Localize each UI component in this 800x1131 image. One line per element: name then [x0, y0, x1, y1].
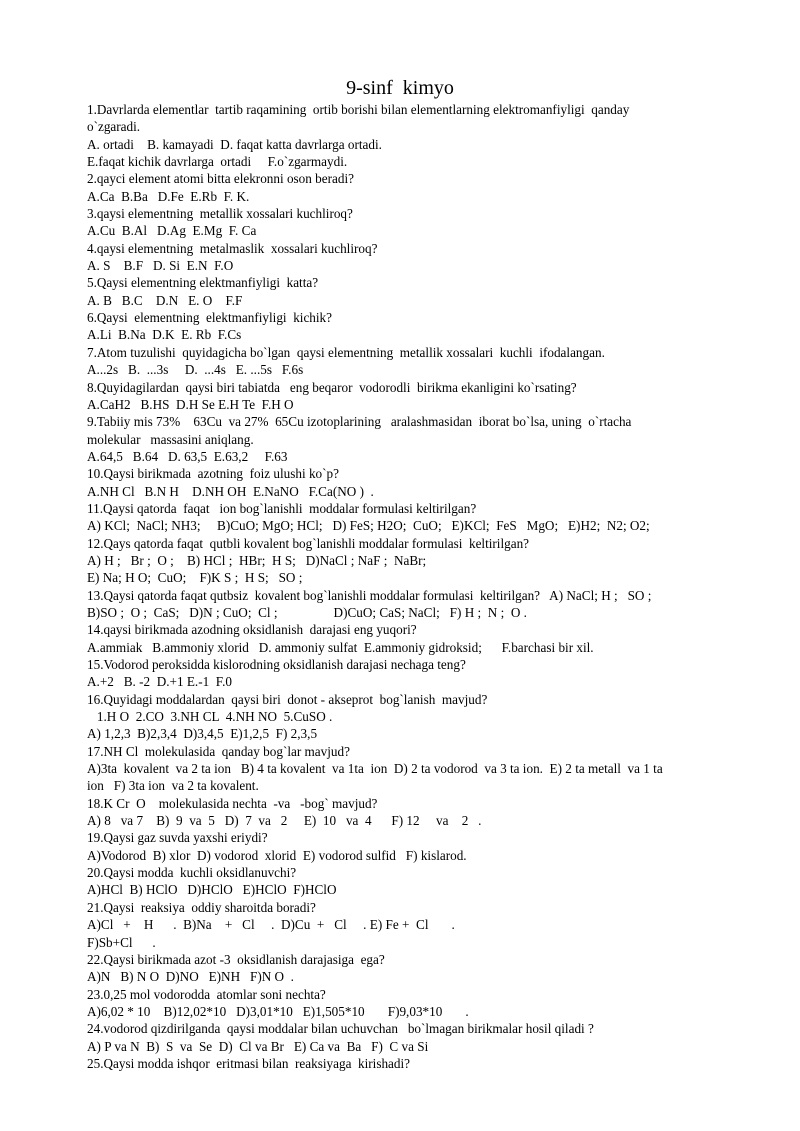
text-line: 3.qaysi elementning metallik xossalari kuchliroq?	[87, 206, 353, 222]
text-line: E.faqat kichik davrlarga ortadi F.o`zgarmaydi.	[87, 154, 348, 170]
text-line: A.ammiak B.ammoniy xlorid D. ammoniy sulfat E.ammoniy gidroksid; F.barchasi bir xil.	[87, 639, 594, 655]
text-line: A...2s B. ...3s D. ...4s E. ...5s F.6s	[87, 362, 304, 378]
text-line: 13.Qaysi qatorda faqat qutbsiz kovalent bog`lanishli moddalar formulasi keltirilgan? A) NaCl; H ; SO ;	[87, 587, 652, 603]
text-line: A)6,02 * 10 B)12,02*10 D)3,01*10 E)1,505*10 F)9,03*10 .	[87, 1003, 469, 1019]
text-line: 24.vodorod qizdirilganda qaysi moddalar bilan uchuvchan bo`lmagan birikmalar hosil qiladi ?	[87, 1021, 594, 1037]
text-line: A)HCl B) HClO D)HClO E)HClO F)HClO	[87, 882, 337, 898]
text-line: 9.Tabiiy mis 73% 63Cu va 27% 65Cu izotoplarining aralashmasidan iborat bo`lsa, uning o`rtacha	[87, 414, 632, 430]
text-line: A)Cl + H . B)Na + Cl . D)Cu + Cl . E) Fe + Cl .	[87, 917, 455, 933]
text-line: A.NH Cl B.N H D.NH OH E.NaNO F.Ca(NO ) .	[87, 483, 374, 499]
text-line: A. S B.F D. Si E.N F.O	[87, 258, 234, 274]
page-title: 9-sinf kimyo	[346, 77, 454, 99]
text-line: 22.Qaysi birikmada azot -3 oksidlanish darajasiga ega?	[87, 951, 385, 967]
text-line: 10.Qaysi birikmada azotning foiz ulushi ko`p?	[87, 466, 339, 482]
text-line: A. B B.C D.N E. O F.F	[87, 292, 243, 308]
text-line: A)3ta kovalent va 2 ta ion B) 4 ta kovalent va 1ta ion D) 2 ta vodorod va 3 ta ion. E) 2 ta metall va 1 ta	[87, 761, 663, 777]
text-line: ion F) 3ta ion va 2 ta kovalent.	[87, 778, 259, 794]
text-line: 17.NH Cl molekulasida qanday bog`lar mavjud?	[87, 743, 350, 759]
text-line: 1.Davrlarda elementlar tartib raqamining ortib borishi bilan elementlarning elektromanfiyligi qanday	[87, 102, 630, 117]
text-line: 6.Qaysi elementning elektmanfiyligi kichik?	[87, 310, 333, 326]
text-line: o`zgaradi.	[87, 119, 141, 135]
text-line: 14.qaysi birikmada azodning oksidlanish darajasi eng yuqori?	[87, 622, 417, 638]
text-line: 1.H O 2.CO 3.NH CL 4.NH NO 5.CuSO .	[87, 709, 333, 725]
text-line: B)SO ; O ; CaS; D)N ; CuO; Cl ; D)CuO; CaS; NaCl; F) H ; N ; O .	[87, 604, 527, 620]
text-line: 7.Atom tuzulishi quyidagicha bo`lgan qaysi elementning metallik xossalari kuchli ifodalangan.	[87, 344, 605, 360]
text-line: A) KCl; NaCl; NH3; B)CuO; MgO; HCl; D) FeS; H2O; CuO; E)KCl; FeS MgO; E)H2; N2; O2;	[87, 518, 650, 534]
text-line: A) H ; Br ; O ; B) HCl ; HBr; H S; D)NaCl ; NaF ; NaBr;	[87, 552, 427, 568]
text-line: 21.Qaysi reaksiya oddiy sharoitda boradi?	[87, 899, 316, 915]
text-line: 25.Qaysi modda ishqor eritmasi bilan reaksiyaga kirishadi?	[87, 1055, 411, 1071]
text-line: A) P va N B) S va Se D) Cl va Br E) Ca va Ba F) C va Si	[87, 1038, 429, 1054]
text-line: F)Sb+Cl .	[87, 934, 156, 950]
text-line: 2.qayci element atomi bitta elekronni oson beradi?	[87, 171, 354, 187]
text-line: 16.Quyidagi moddalardan qaysi biri donot - akseprot bog`lanish mavjud?	[87, 691, 488, 707]
text-line: 23.0,25 mol vodorodda atomlar soni nechta?	[87, 986, 326, 1002]
text-line: 4.qaysi elementning metalmaslik xossalari kuchliroq?	[87, 240, 378, 256]
document-body	[87, 101, 747, 1072]
text-line: 5.Qaysi elementning elektmanfiyligi katta?	[87, 275, 319, 291]
text-line: 12.Qays qatorda faqat qutbli kovalent bog`lanishli moddalar formulasi keltirilgan?	[87, 535, 530, 551]
text-line: E) Na; H O; CuO; F)K S ; H S; SO ;	[87, 570, 303, 586]
text-line: A.Cu B.Al D.Ag E.Mg F. Ca	[87, 223, 257, 239]
text-line: A.Ca B.Ba D.Fe E.Rb F. K.	[87, 188, 250, 204]
text-line: molekular massasini aniqlang.	[87, 431, 254, 447]
text-line: A) 1,2,3 B)2,3,4 D)3,4,5 E)1,2,5 F) 2,3,5	[87, 726, 318, 742]
text-line: 20.Qaysi modda kuchli oksidlanuvchi?	[87, 865, 297, 881]
text-line: A)Vodorod B) xlor D) vodorod xlorid E) vodorod sulfid F) kislarod.	[87, 847, 467, 863]
text-line: 8.Quyidagilardan qaysi biri tabiatda eng beqaror vodorodli birikma ekanligini ko`rsating?	[87, 379, 577, 395]
text-line: A.Li B.Na D.K E. Rb F.Cs	[87, 327, 242, 343]
text-line: 15.Vodorod peroksidda kislorodning oksidlanish darajasi nechaga teng?	[87, 657, 466, 672]
text-line: A.+2 B. -2 D.+1 E.-1 F.0	[87, 674, 232, 690]
text-line: 18.K Cr O molekulasida nechta -va -bog` mavjud?	[87, 795, 378, 811]
text-line: A) 8 va 7 B) 9 va 5 D) 7 va 2 E) 10 va 4 F) 12 va 2 .	[87, 813, 482, 829]
text-line: A)N B) N O D)NO E)NH F)N O .	[87, 969, 294, 985]
text-line: 11.Qaysi qatorda faqat ion bog`lanishli moddalar formulasi keltirilgan?	[87, 500, 477, 516]
text-line: A. ortadi B. kamayadi D. faqat katta davrlarga ortadi.	[87, 136, 382, 152]
text-line: A.CaH2 B.HS D.H Se E.H Te F.H O	[87, 396, 294, 412]
text-line: A.64,5 B.64 D. 63,5 E.63,2 F.63	[87, 448, 288, 464]
text-line: 19.Qaysi gaz suvda yaxshi eriydi?	[87, 830, 268, 846]
